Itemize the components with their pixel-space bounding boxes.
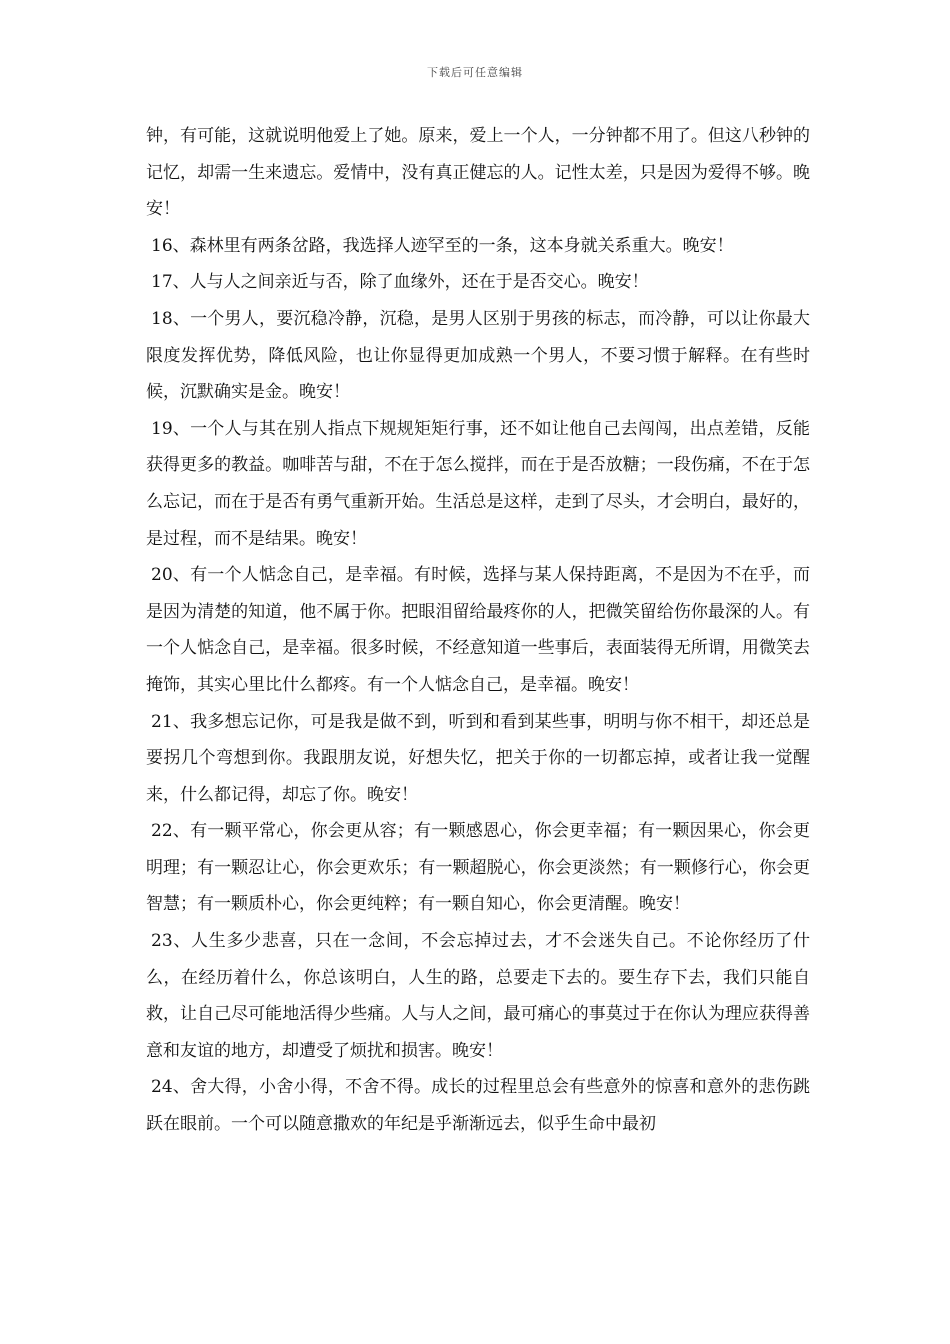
paragraph-18: 18、一个男人，要沉稳冷静，沉稳，是男人区别于男孩的标志，而冷静，可以让你最大限度发挥优势，降低风险，也让你显得更加成熟一个男人，不要习惯于解释。在有些时候，沉默确实是金。晚安！ (146, 308, 810, 403)
paragraph-21: 21、我多想忘记你，可是我是做不到，听到和看到某些事，明明与你不相干，却还总是要拐几个弯想到你。我跟朋友说，好想失忆，把关于你的一切都忘掉，或者让我一觉醒来，什么都记得，却忘了你。晚安！ (146, 711, 810, 805)
paragraph-22: 22、有一颗平常心，你会更从容；有一颗感恩心，你会更幸福；有一颗因果心，你会更明理；有一颗忍让心，你会更欢乐；有一颗超脱心，你会更淡然；有一颗修行心，你会更智慧；有一颗质朴心，你会更纯粹；有一颗自知心，你会更清醒。晚安！ (146, 821, 810, 915)
paragraph-20: 20、有一个人惦念自己，是幸福。有时候，选择与某人保持距离，不是因为不在乎，而是因为清楚的知道，他不属于你。把眼泪留给最疼你的人，把微笑留给伤你最深的人。有一个人惦念自己，是幸福。很多时候，不经意知道一些事后，表面装得无所谓，用微笑去掩饰，其实心里比什么都疼。有一个人惦念自己，是幸福。晚安！ (146, 565, 810, 695)
paragraph-17: 17、人与人之间亲近与否，除了血缘外，还在于是否交心。晚安！ (151, 272, 649, 293)
paragraph-23: 23、人生多少悲喜，只在一念间，不会忘掉过去，才不会迷失自己。不论你经历了什么，在经历着什么，你总该明白，人生的路，总要走下去的。要生存下去，我们只能自救，让自己尽可能地活得少些痛。人与人之间，最可痛心的事莫过于在你认为理应获得善意和友谊的地方，却遭受了烦扰和损害。晚安！ (146, 931, 810, 1061)
paragraph-24: 24、舍大得，小舍小得，不舍不得。成长的过程里总会有些意外的惊喜和意外的悲伤跳跃在眼前。一个可以随意撒欢的年纪是乎渐渐远去，似乎生命中最初 (146, 1077, 810, 1135)
paragraph-16: 16、森林里有两条岔路，我选择人迹罕至的一条，这本身就关系重大。晚安！ (151, 235, 734, 256)
document-body (146, 118, 810, 1143)
paragraph-continuation: 钟，有可能，这就说明他爱上了她。原来，爱上一个人，一分钟都不用了。但这八秒钟的记忆，却需一生来遗忘。爱情中，没有真正健忘的人。记性太差，只是因为爱得不够。晚安！ (146, 126, 810, 220)
paragraph-19: 19、一个人与其在别人指点下规规矩矩行事，还不如让他自己去闯闯，出点差错，反能获得更多的教益。咖啡苦与甜，不在于怎么搅拌，而在于是否放糖；一段伤痛，不在于怎么忘记，而在于是否有勇气重新开始。生活总是这样，走到了尽头，才会明白，最好的，是过程，而不是结果。晚安！ (146, 418, 810, 549)
page-header: 下载后可任意编辑 (427, 66, 523, 79)
